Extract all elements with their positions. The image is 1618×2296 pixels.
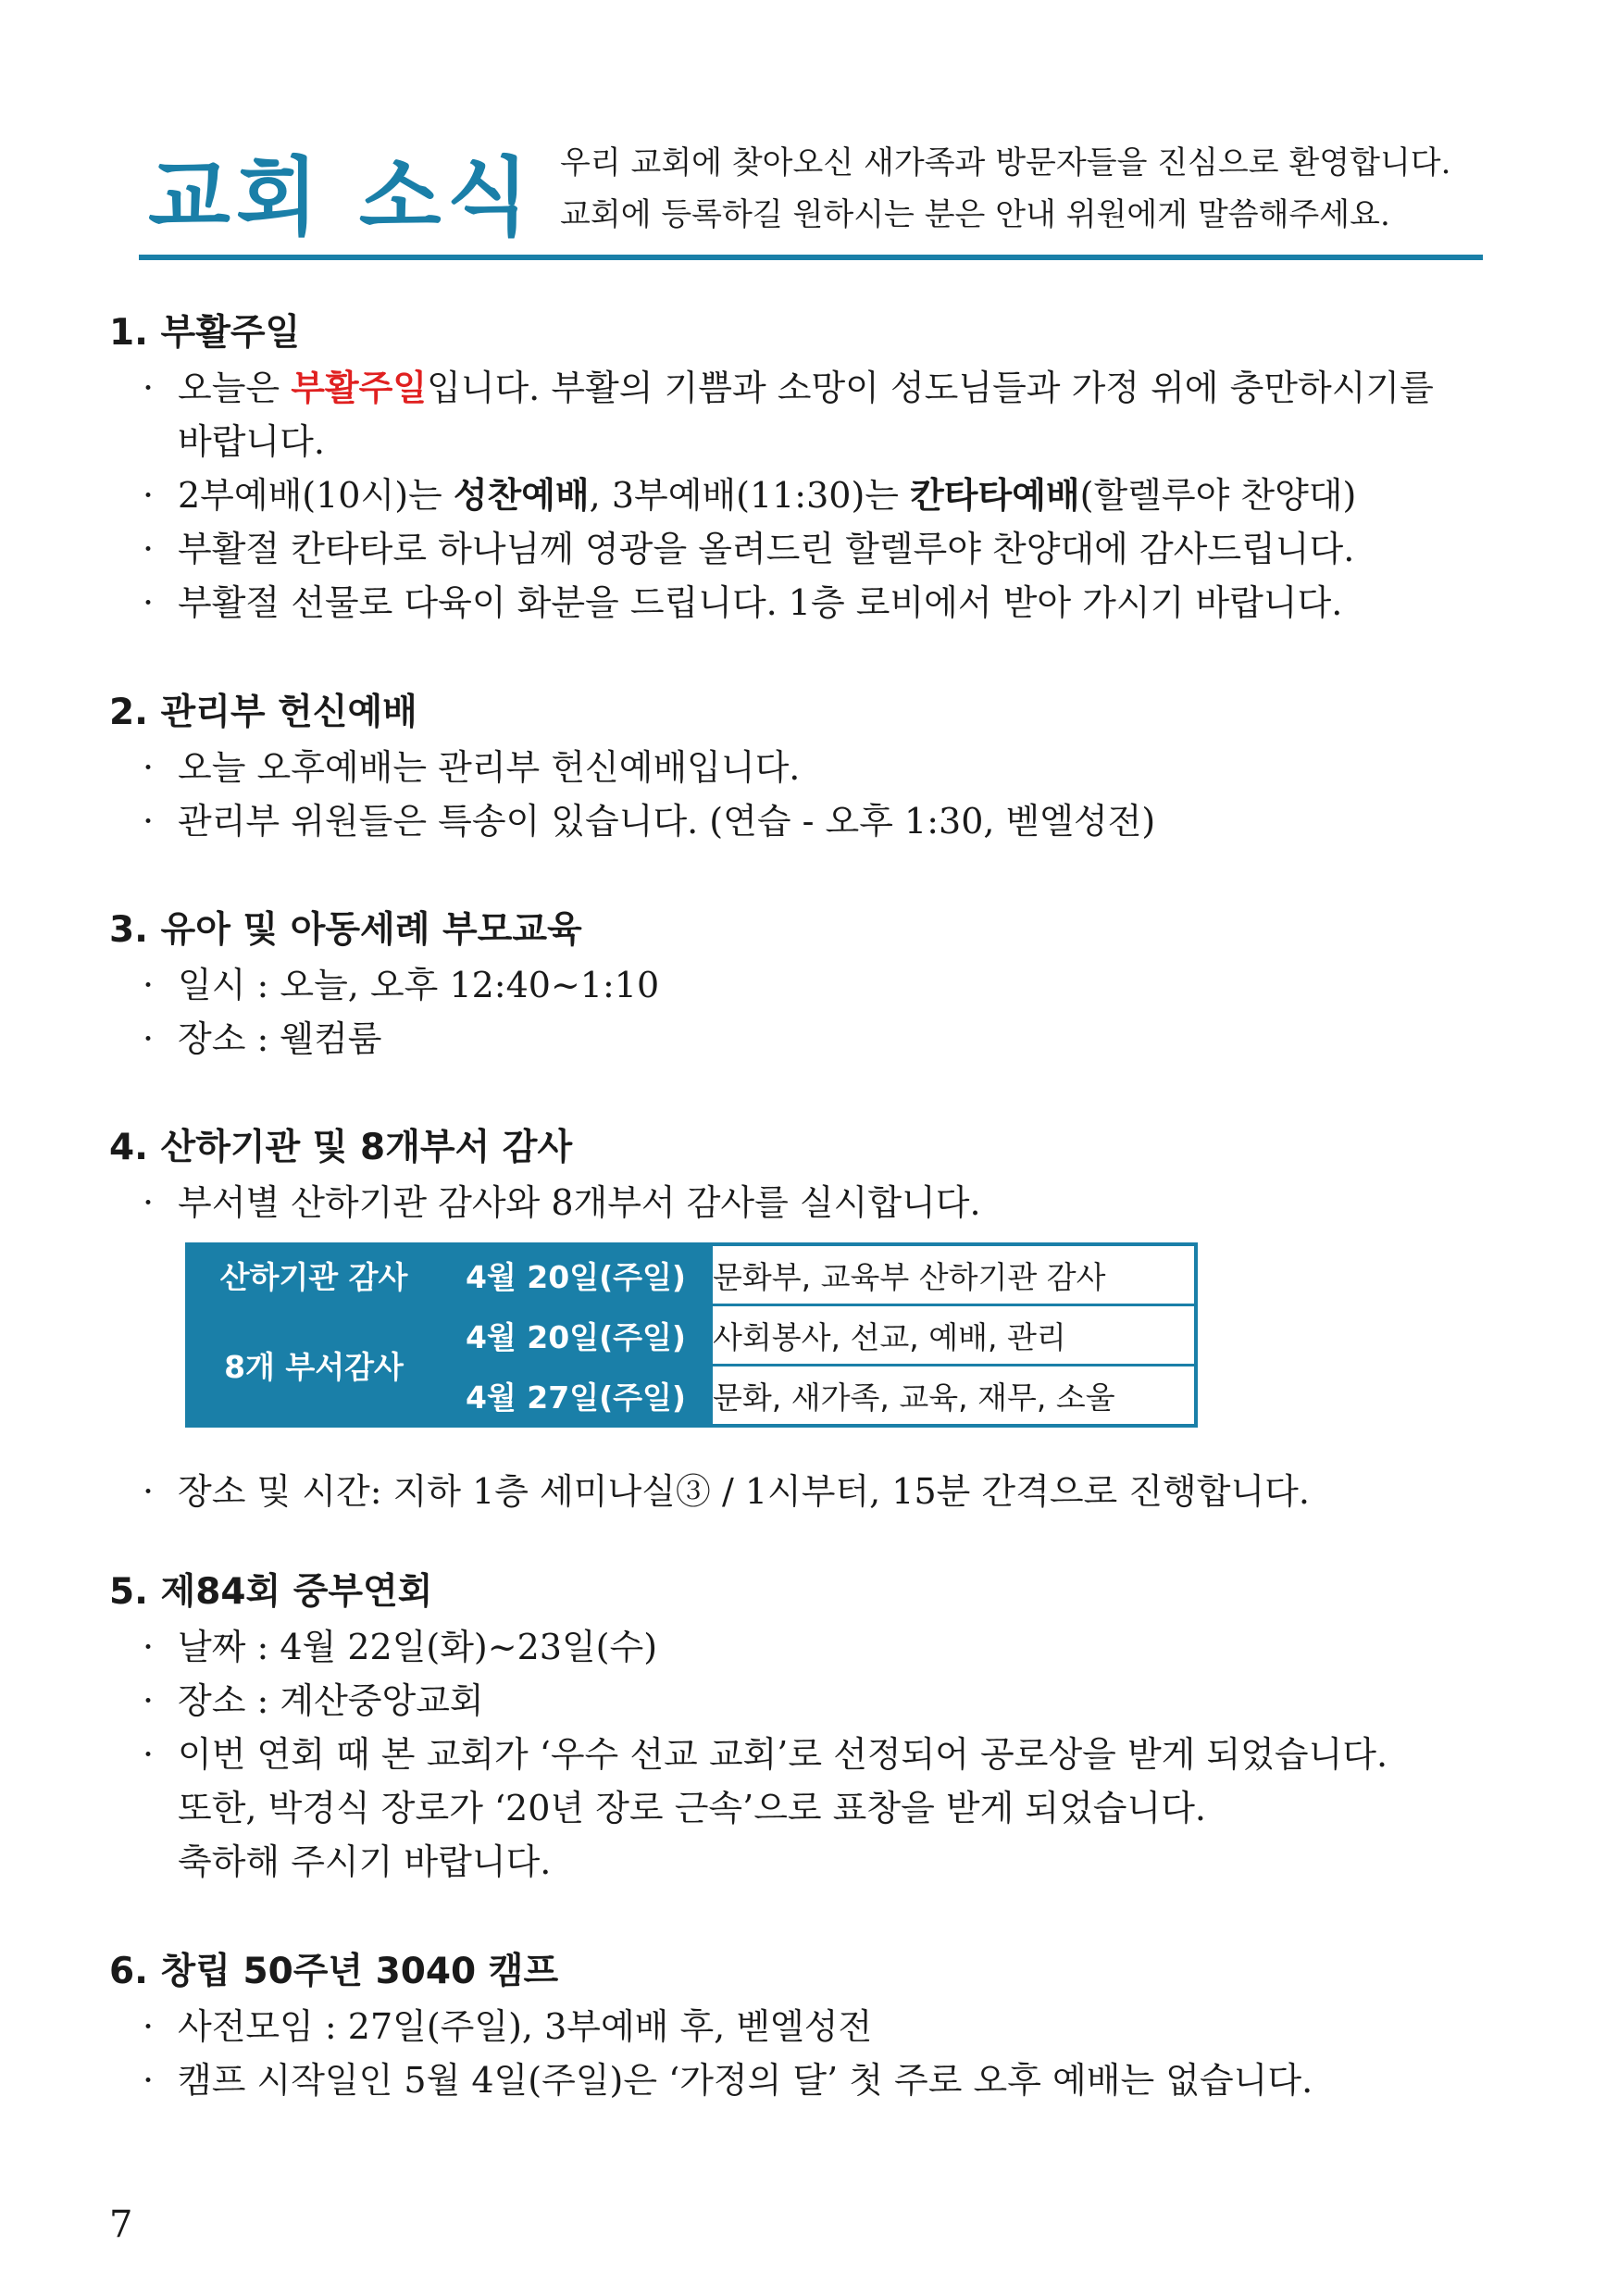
bullet-line: 관리부 위원들은 특송이 있습니다. (연습 - 오후 1:30, 벧엘성전) <box>178 801 1156 842</box>
bullet-line: 오늘 오후예배는 관리부 헌신예배입니다. <box>178 747 801 788</box>
communion-service: 성찬예배 <box>453 475 590 516</box>
table-cell-date: 4월 20일(주일) <box>441 1244 712 1305</box>
list-item <box>109 2053 1535 2107</box>
text: (할렐루야 찬양대) <box>1079 475 1357 516</box>
bullet-line: 부활절 선물로 다육이 화분을 드립니다. 1층 로비에서 받아 가시기 바랍니다. <box>178 582 1343 623</box>
table-cell-description: 문화부, 교육부 산하기관 감사 <box>712 1244 1197 1305</box>
bullet-line: 일시 : 오늘, 오후 12:40~1:10 <box>178 965 660 1005</box>
page-number: 7 <box>109 2203 133 2246</box>
list-item <box>109 1620 1535 1674</box>
bullet-dot: · <box>143 1182 155 1223</box>
cantata-service: 칸타타예배 <box>910 475 1080 516</box>
page-title: 교회 소식 <box>148 148 535 247</box>
table-cell-description: 사회봉사, 선교, 예배, 관리 <box>712 1305 1197 1366</box>
welcome-line-1: 우리 교회에 찾아오신 새가족과 방문자들을 진심으로 환영합니다. <box>560 144 1451 181</box>
welcome-line-2: 교회에 등록하길 원하시는 분은 안내 위원에게 말씀해주세요. <box>560 196 1390 233</box>
bullet-line: 사전모임 : 27일(주일), 3부예배 후, 벧엘성전 <box>178 2006 873 2047</box>
bullet-line-continued: 축하해 주시기 바랍니다. <box>178 1841 552 1882</box>
list-item <box>109 741 1535 794</box>
bullet-line: 캠프 시작일인 5월 4일(주일)은 ‘가정의 달’ 첫 주로 오후 예배는 없습니다. <box>178 2060 1313 2101</box>
text: , 3부예배(11:30)는 <box>589 475 911 516</box>
bullet-dot: · <box>143 801 155 842</box>
header-divider <box>139 255 1483 260</box>
section-title: 1. 부활주일 <box>109 312 301 354</box>
section-title: 2. 관리부 헌신예배 <box>109 692 417 733</box>
section-dedication-service <box>109 685 1535 848</box>
table-row <box>187 1244 1196 1305</box>
audit-schedule-table <box>185 1242 1198 1428</box>
bullet-line: 이번 연회 때 본 교회가 ‘우수 선교 교회’로 선정되어 공로상을 받게 되었습니다. <box>178 1734 1388 1775</box>
bullet-dot: · <box>143 747 155 788</box>
bullet-dot: · <box>143 1471 155 1512</box>
section-3040-camp <box>109 1944 1535 2107</box>
audit-location-note <box>109 1465 1535 1518</box>
bullet-dot: · <box>143 1680 155 1721</box>
bullet-list <box>109 741 1535 848</box>
list-item <box>109 2000 1535 2053</box>
list-item <box>109 1728 1535 1889</box>
bullet-line: 날짜 : 4월 22일(화)~23일(수) <box>178 1627 658 1667</box>
list-item <box>109 361 1535 468</box>
page-header <box>148 120 1481 259</box>
list-item <box>109 794 1535 848</box>
bullet-dot: · <box>143 1734 155 1775</box>
section-title: 6. 창립 50주년 3040 캠프 <box>109 1951 559 1992</box>
bullet-list <box>109 361 1535 630</box>
table-cell-category: 산하기관 감사 <box>187 1244 441 1305</box>
bullet-dot: · <box>143 2060 155 2101</box>
bullet-line <box>178 361 1535 415</box>
welcome-message <box>560 137 1450 241</box>
list-item <box>109 522 1535 576</box>
table-row <box>187 1305 1196 1366</box>
text: 입니다. 부활의 기쁨과 소망이 성도님들과 가정 위에 충만하시기를 <box>427 368 1434 408</box>
section-annual-conference <box>109 1565 1535 1889</box>
bullet-line-continued: 또한, 박경식 장로가 ‘20년 장로 근속’으로 표창을 받게 되었습니다. <box>178 1788 1207 1828</box>
table-cell-category: 8개 부서감사 <box>187 1305 441 1427</box>
list-item <box>109 1674 1535 1728</box>
bullet-line: 부서별 산하기관 감사와 8개부서 감사를 실시합니다. <box>178 1182 981 1223</box>
bullet-list <box>109 1176 1535 1229</box>
bullet-line-continued: 바랍니다. <box>178 421 325 462</box>
easter-highlight: 부활주일 <box>291 368 428 408</box>
table-cell-description: 문화, 새가족, 교육, 재무, 소울 <box>712 1366 1197 1427</box>
table-cell-date: 4월 20일(주일) <box>441 1305 712 1366</box>
bullet-dot: · <box>143 965 155 1005</box>
bullet-dot: · <box>143 1627 155 1667</box>
bullet-dot: · <box>143 475 155 516</box>
bullet-dot: · <box>143 582 155 623</box>
section-title: 4. 산하기관 및 8개부서 감사 <box>109 1127 573 1168</box>
text: 2부예배(10시)는 <box>178 475 454 516</box>
text: 오늘은 <box>178 368 292 408</box>
bullet-line <box>178 468 1535 522</box>
bullet-list <box>109 958 1535 1066</box>
bullet-dot: · <box>143 2006 155 2047</box>
bullet-line: 장소 : 웰컴룸 <box>178 1018 382 1059</box>
bullet-line: 장소 : 계산중앙교회 <box>178 1680 484 1721</box>
bullet-dot: · <box>143 368 155 408</box>
list-item <box>109 1012 1535 1066</box>
section-title: 3. 유아 및 아동세례 부모교육 <box>109 909 582 951</box>
section-baptism-education <box>109 903 1535 1066</box>
bullet-list <box>109 2000 1535 2107</box>
list-item <box>109 1465 1535 1518</box>
list-item <box>109 1176 1535 1229</box>
list-item <box>109 468 1535 522</box>
table-cell-date: 4월 27일(주일) <box>441 1366 712 1427</box>
section-title: 5. 제84회 중부연회 <box>109 1571 433 1613</box>
bullet-dot: · <box>143 529 155 569</box>
bullet-line: 장소 및 시간: 지하 1층 세미나실③ / 1시부터, 15분 간격으로 진행합니다. <box>178 1471 1310 1512</box>
list-item <box>109 958 1535 1012</box>
bullet-list <box>109 1620 1535 1889</box>
bullet-dot: · <box>143 1018 155 1059</box>
section-easter <box>109 306 1535 630</box>
section-audit <box>109 1120 1535 1229</box>
bullet-line: 부활절 칸타타로 하나님께 영광을 올려드린 할렐루야 찬양대에 감사드립니다. <box>178 529 1355 569</box>
list-item <box>109 576 1535 630</box>
bullet-list <box>109 1465 1535 1518</box>
